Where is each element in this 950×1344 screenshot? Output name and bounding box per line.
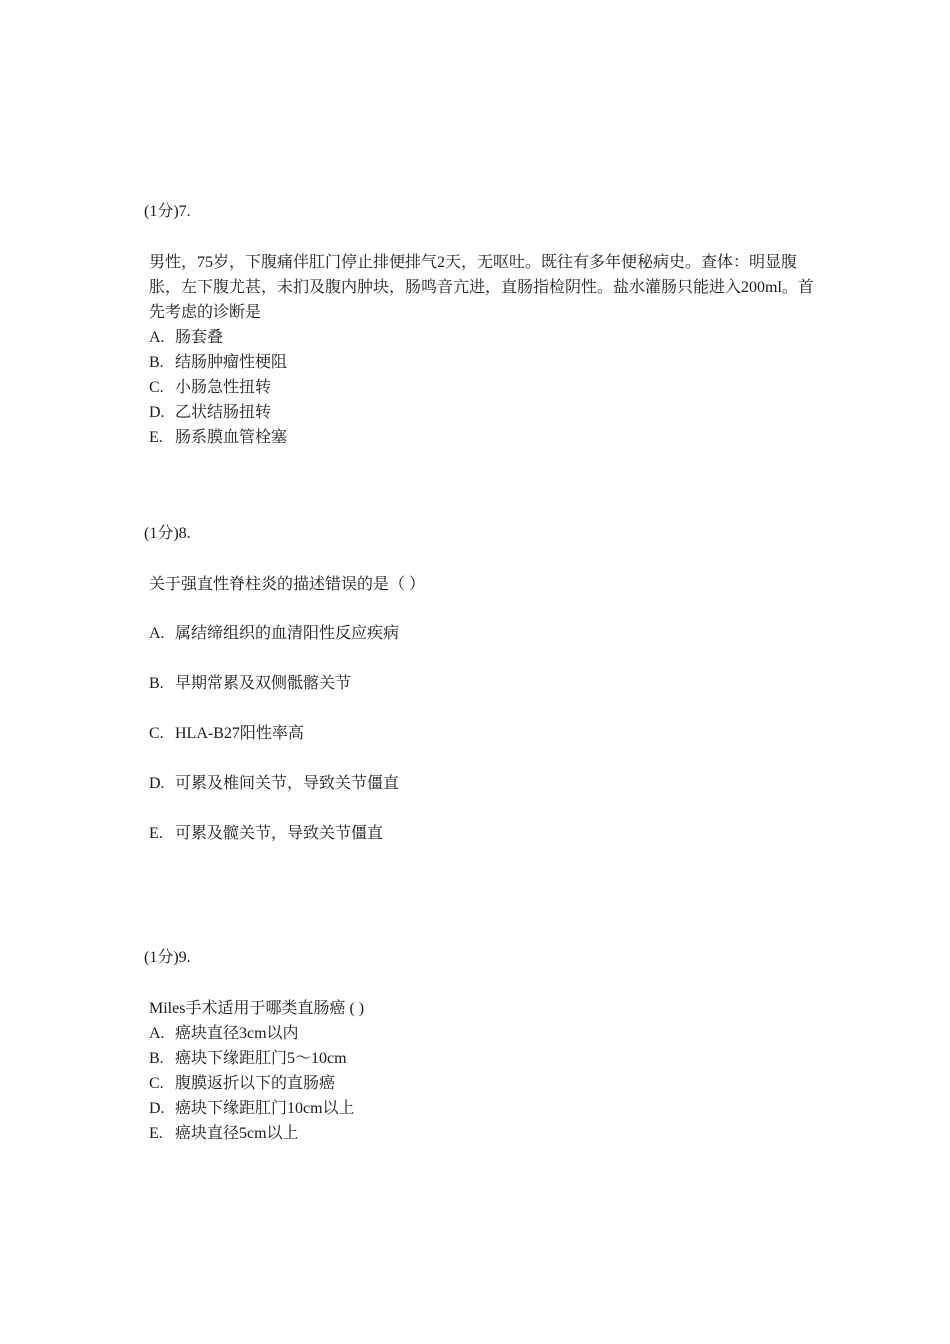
option-list: [149, 1021, 814, 1146]
question-9: [144, 946, 814, 1146]
option-letter: E.: [149, 429, 163, 446]
option-text: 可累及椎间关节，导致关节僵直: [175, 775, 400, 792]
option-text: HLA-B27阳性率高: [175, 725, 304, 742]
option-b: [149, 1046, 814, 1071]
option-list: [149, 621, 814, 846]
option-letter: B.: [149, 1050, 164, 1067]
question-header: (1分)8.: [144, 525, 191, 542]
option-text: 可累及髋关节，导致关节僵直: [175, 825, 384, 842]
option-text: 属结缔组织的血清阳性反应疾病: [175, 625, 400, 642]
option-e: [149, 1121, 814, 1146]
option-e: [149, 821, 814, 846]
question-8: [144, 522, 814, 871]
option-c: [149, 1071, 814, 1096]
option-text: 癌块下缘距肛门5～10cm: [175, 1050, 347, 1067]
option-letter: D.: [149, 404, 165, 421]
option-a: [149, 621, 814, 646]
option-list: [149, 325, 814, 450]
option-text: 早期常累及双侧骶髂关节: [175, 675, 352, 692]
option-text: 乙状结肠扭转: [175, 404, 272, 421]
question-stem: Miles手术适用于哪类直肠癌 ( ): [149, 1000, 365, 1017]
option-d: [149, 771, 814, 796]
option-d: [149, 400, 814, 425]
option-e: [149, 425, 814, 450]
option-text: 癌块直径5cm以上: [175, 1125, 299, 1142]
question-header: (1分)9.: [144, 949, 191, 966]
option-a: [149, 1021, 814, 1046]
option-letter: C.: [149, 379, 164, 396]
option-b: [149, 671, 814, 696]
option-letter: A.: [149, 329, 165, 346]
option-text: 小肠急性扭转: [175, 379, 272, 396]
option-letter: A.: [149, 1025, 165, 1042]
option-letter: E.: [149, 1125, 163, 1142]
option-text: 癌块直径3cm以内: [175, 1025, 299, 1042]
option-text: 腹膜返折以下的直肠癌: [175, 1075, 336, 1092]
option-c: [149, 721, 814, 746]
option-c: [149, 375, 814, 400]
question-stem: 男性，75岁，下腹痛伴肛门停止排便排气2天，无呕吐。既往有多年便秘病史。查体：明显腹胀，左下腹尤甚，未扪及腹内肿块，肠鸣音亢进，直肠指检阴性。盐水灌肠只能进入200ml。首先考虑的诊断是: [149, 254, 814, 321]
option-text: 肠套叠: [175, 329, 224, 346]
option-letter: B.: [149, 354, 164, 371]
question-stem: 关于强直性脊柱炎的描述错误的是（ ）: [149, 576, 426, 593]
option-letter: D.: [149, 775, 165, 792]
option-letter: B.: [149, 675, 164, 692]
option-text: 结肠肿瘤性梗阻: [175, 354, 288, 371]
question-7: [144, 200, 814, 450]
option-b: [149, 350, 814, 375]
question-header: (1分)7.: [144, 203, 191, 220]
option-text: 癌块下缘距肛门10cm以上: [175, 1100, 355, 1117]
option-letter: C.: [149, 1075, 164, 1092]
option-letter: A.: [149, 625, 165, 642]
option-text: 肠系膜血管栓塞: [175, 429, 288, 446]
option-letter: E.: [149, 825, 163, 842]
option-letter: C.: [149, 725, 164, 742]
option-letter: D.: [149, 1100, 165, 1117]
option-d: [149, 1096, 814, 1121]
option-a: [149, 325, 814, 350]
